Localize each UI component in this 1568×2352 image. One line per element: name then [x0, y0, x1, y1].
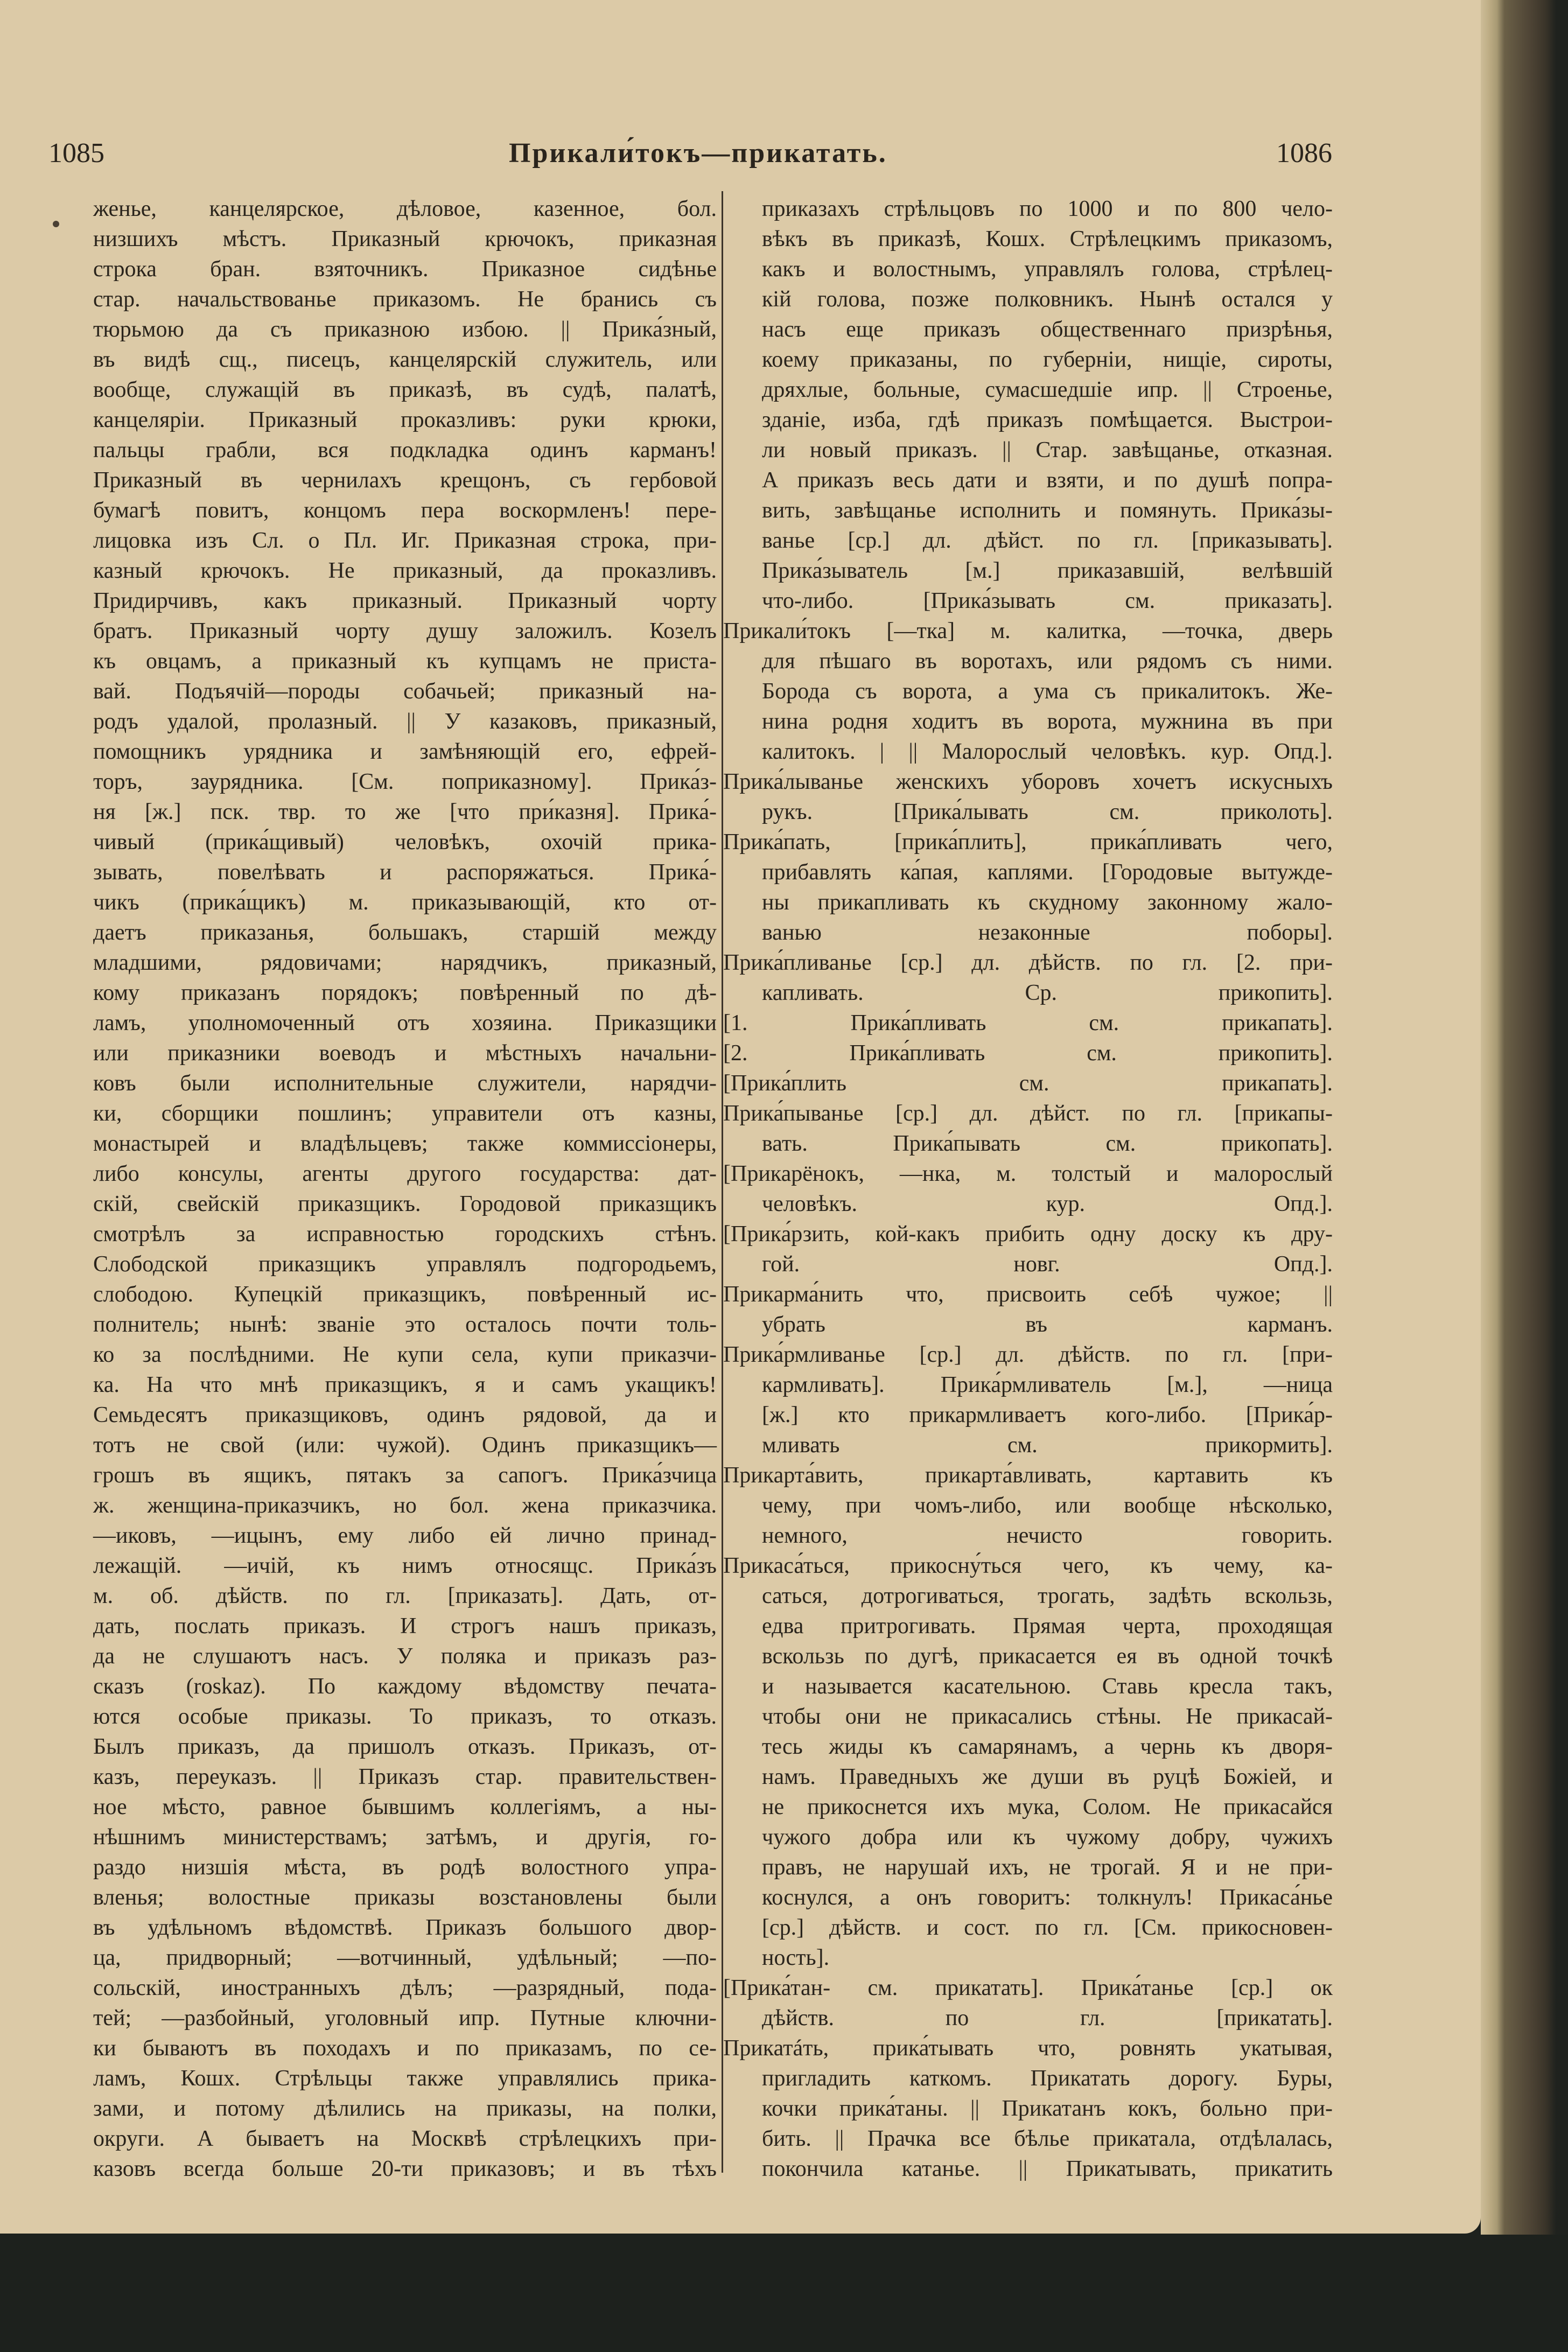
text-line: торъ, заурядника. [См. поприказному]. Прика́з-: [93, 769, 717, 794]
text-line: вить, завѣщанье исполнить и помянуть. Прика́зы-: [762, 498, 1333, 523]
text-line: сольскій, иностранныхъ дѣлъ; —разрядный, пода-: [93, 1976, 717, 2000]
text-line: младшими, рядовичами; нарядчикъ, приказный,: [93, 950, 717, 975]
text-line: кому приказанъ порядокъ; повѣренный по дѣ-: [93, 981, 717, 1005]
entry-headword-line: Прикатáть, прика́тывать что, ровнять укатывая,: [723, 2036, 1333, 2061]
text-line: канцеляріи. Приказный проказливъ: руки крюки,: [93, 408, 717, 432]
entry-headword-line: Прика́пливанье [ср.] дл. дѣйств. по гл. [2. при-: [723, 950, 1333, 975]
text-line: зданіе, изба, гдѣ приказъ помѣщается. Выстрои-: [762, 408, 1333, 432]
text-line: дѣйств. по гл. [прикатать].: [762, 2006, 1333, 2031]
text-line: вленья; волостные приказы возстановлены были: [93, 1885, 717, 1910]
text-line: зами, и потому дѣлились на приказы, на полки,: [93, 2096, 717, 2121]
text-line: либо консулы, агенты другого государства: дат-: [93, 1161, 717, 1186]
entry-headword-line: Прика́пыванье [ср.] дл. дѣйст. по гл. [прикапы-: [723, 1101, 1333, 1126]
text-line: рукъ. [Прика́лывать см. приколоть].: [762, 800, 1333, 824]
text-line: женье, канцелярское, дѣловое, казенное, бол.: [93, 197, 717, 221]
text-line: какъ и волостнымъ, управлялъ голова, стрѣлец-: [762, 257, 1333, 282]
running-head: Прикали́токъ—прикатать.: [509, 138, 887, 169]
entry-headword-line: Прика́лыванье женскихъ уборовъ хочетъ искусныхъ: [723, 769, 1333, 794]
text-line: ко за послѣдними. Не купи села, купи приказчи-: [93, 1342, 717, 1367]
text-line: тюрьмою да съ приказною избою. || Прика́зный,: [93, 317, 717, 342]
entry-headword-line: [2. Прика́пливать см. прикопить].: [723, 1041, 1333, 1066]
text-line: А приказъ весь дати и взяти, и по душѣ попра-: [762, 468, 1333, 493]
text-line: тотъ не свой (или: чужой). Одинъ приказщикъ—: [93, 1433, 717, 1458]
text-line: коснулся, а онъ говоритъ: толкнулъ! Прикаса́нье: [762, 1885, 1333, 1910]
text-line: полнитель; нынѣ: званіе это осталось почти толь-: [93, 1312, 717, 1337]
text-line: капливать. Ср. прикопить].: [762, 981, 1333, 1005]
text-line: человѣкъ. кур. Опд.].: [762, 1192, 1333, 1216]
text-line: ли новый приказъ. || Стар. завѣщанье, отказная.: [762, 438, 1333, 463]
text-line: м. об. дѣйств. по гл. [приказать]. Дать, от-: [93, 1584, 717, 1608]
text-line: зывать, повелѣвать и распоряжаться. Прика́-: [93, 860, 717, 885]
page-number-right: 1086: [1276, 138, 1332, 169]
entry-headword-line: Прикаса́ться, прикосну́ться чего, къ чему, ка-: [723, 1553, 1333, 1578]
entry-headword-line: Прика́пать, [прика́плить], прика́пливать чего,: [723, 830, 1333, 855]
text-line: дряхлые, больные, сумасшедшіе ипр. || Строенье,: [762, 377, 1333, 402]
entry-headword-line: Прикарма́нить что, присвоить себѣ чужое; ||: [723, 1282, 1333, 1307]
text-line: чикъ (прика́щикъ) м. приказывающій, кто от-: [93, 890, 717, 915]
text-line: округи. А бываетъ на Москвѣ стрѣлецкихъ при-: [93, 2126, 717, 2151]
text-line: даетъ приказанья, большакъ, старшій между: [93, 920, 717, 945]
text-line: чему, при чомъ-либо, или вообще нѣсколько,: [762, 1493, 1333, 1518]
text-line: Придирчивъ, какъ приказный. Приказный чорту: [93, 589, 717, 613]
text-line: прибавлять ка́пая, каплями. [Городовые вытужде-: [762, 860, 1333, 885]
text-line: казный крючокъ. Не приказный, да проказливъ.: [93, 558, 717, 583]
text-line: вай. Подъячій—породы собачьей; приказный на-: [93, 679, 717, 704]
text-line: —иковъ, —ицынъ, ему либо ей лично принад-: [93, 1523, 717, 1548]
text-line: ца, придворный; —вотчинный, удѣльный; —по-: [93, 1945, 717, 1970]
text-line: ванью незаконные поборы].: [762, 920, 1333, 945]
text-line: ются особые приказы. То приказъ, то отказъ.: [93, 1704, 717, 1729]
text-line: ковъ были исполнительные служители, нарядчи-: [93, 1071, 717, 1096]
text-line: и называется касательною. Ставь кресла такъ,: [762, 1674, 1333, 1699]
text-line: чивый (прика́щивый) человѣкъ, охочій прика-: [93, 830, 717, 855]
text-line: въ удѣльномъ вѣдомствѣ. Приказъ большого двор-: [93, 1915, 717, 1940]
text-line: казъ, переуказъ. || Приказъ стар. правительствен-: [93, 1765, 717, 1789]
text-line: грошъ въ ящикъ, пятакъ за сапогъ. Прика́зчица: [93, 1463, 717, 1488]
text-line: Прика́зыватель [м.] приказавшій, велѣвшій: [762, 558, 1333, 583]
text-line: мливать см. прикормить].: [762, 1433, 1333, 1458]
text-line: кочки прика́таны. || Прикатанъ кокъ, больно при-: [762, 2096, 1333, 2121]
text-line: къ овцамъ, а приказный къ купцамъ не приста-: [93, 649, 717, 674]
entry-headword-line: Прикали́токъ [—тка] м. калитка, —точка, дверь: [723, 619, 1333, 643]
text-line: строка бран. взяточникъ. Приказное сидѣнье: [93, 257, 717, 282]
text-line: намъ. Праведныхъ же души въ руцѣ Божіей, и: [762, 1765, 1333, 1789]
entry-headword-line: [Прика́рзить, кой-какъ прибить одну доску къ дру-: [723, 1222, 1333, 1247]
text-line: тесь жиды къ самарянамъ, а чернь къ дворя-: [762, 1734, 1333, 1759]
text-line: пригладить каткомъ. Прикатать дорогу. Буры,: [762, 2066, 1333, 2091]
text-line: ванье [ср.] дл. дѣйст. по гл. [приказывать].: [762, 528, 1333, 553]
text-line: что-либо. [Прика́зывать см. приказать].: [762, 589, 1333, 613]
text-line: нина родня ходитъ въ ворота, мужнина въ при: [762, 709, 1333, 734]
text-line: ламъ, Кошх. Стрѣльцы также управлялись прика-: [93, 2066, 717, 2091]
text-line: смотрѣлъ за исправностью городскихъ стѣнъ.: [93, 1222, 717, 1247]
text-line: приказахъ стрѣльцовъ по 1000 и по 800 чело-: [762, 197, 1333, 221]
text-line: не прикоснется ихъ мука, Солом. Не прикасайся: [762, 1795, 1333, 1819]
entry-headword-line: [Прика́тан- см. прикатать]. Прика́танье [ср.] ок: [723, 1976, 1333, 2000]
text-line: чтобы они не прикасались стѣны. Не прикасай-: [762, 1704, 1333, 1729]
text-line: [ср.] дѣйств. и сост. по гл. [См. прикосновен-: [762, 1915, 1333, 1940]
text-line: монастырей и владѣльцевъ; также коммиссіонеры,: [93, 1131, 717, 1156]
text-line: низшихъ мѣстъ. Приказный крючокъ, приказная: [93, 227, 717, 251]
text-line: Борода съ ворота, а ума съ прикалитокъ. Же-: [762, 679, 1333, 704]
text-line: лицовка изъ Сл. о Пл. Иг. Приказная строка, при-: [93, 528, 717, 553]
text-line: немного, нечисто говорить.: [762, 1523, 1333, 1548]
text-line: чужого добра или къ чужому добру, чужихъ: [762, 1825, 1333, 1850]
text-line: вообще, служащій въ приказѣ, въ судѣ, палатѣ,: [93, 377, 717, 402]
text-line: бумагѣ повитъ, концомъ пера воскормленъ! пере-: [93, 498, 717, 523]
text-line: [ж.] кто прикармливаетъ кого-либо. [Прика́р-: [762, 1403, 1333, 1427]
text-line: ное мѣсто, равное бывшимъ коллегіямъ, а ны-: [93, 1795, 717, 1819]
text-line: кій голова, позже полковникъ. Нынѣ остался у: [762, 287, 1333, 312]
text-line: сказъ (roskaz). По каждому вѣдомству печата-: [93, 1674, 717, 1699]
text-line: ки, сборщики пошлинъ; управители отъ казны,: [93, 1101, 717, 1126]
left-column: [93, 194, 717, 2184]
text-line: казовъ всегда больше 20-ти приказовъ; и въ тѣхъ: [93, 2157, 717, 2181]
text-line: ж. женщина-приказчикъ, но бол. жена приказчика.: [93, 1493, 717, 1518]
entry-headword-line: [Прика́плить см. прикапать].: [723, 1071, 1333, 1096]
text-line: саться, дотрогиваться, трогать, задѣть вскользь,: [762, 1584, 1333, 1608]
book-binding-edge: [1481, 0, 1568, 2235]
text-line: покончила катанье. || Прикатывать, прикатить: [762, 2157, 1333, 2181]
text-line: ность].: [762, 1945, 830, 1970]
text-line: правъ, не нарушай ихъ, не трогай. Я и не при-: [762, 1855, 1333, 1880]
text-line: кармливать]. Прика́рмливатель [м.], —ница: [762, 1373, 1333, 1397]
text-line: коему приказаны, по губерніи, нищіе, сироты,: [762, 347, 1333, 372]
text-line: въ видѣ сщ., писецъ, канцелярскій служитель, или: [93, 347, 717, 372]
text-line: ка. На что мнѣ приказщикъ, я и самъ укащикъ!: [93, 1373, 717, 1397]
right-column: [723, 194, 1333, 2184]
text-line: вѣкъ въ приказѣ, Кошх. Стрѣлецкимъ приказомъ,: [762, 227, 1333, 251]
text-line: вскользь по дугѣ, прикасается ея въ одной точкѣ: [762, 1644, 1333, 1669]
text-line: ламъ, уполномоченный отъ хозяина. Приказщики: [93, 1011, 717, 1035]
text-line: родъ удалой, пролазный. || У казаковъ, приказный,: [93, 709, 717, 734]
text-line: бить. || Прачка все бѣлье прикатала, отдѣлалась,: [762, 2126, 1333, 2151]
text-line: раздо низшія мѣста, въ родѣ волостного упра-: [93, 1855, 717, 1880]
text-line: помощникъ урядника и замѣняющій его, ефрей-: [93, 739, 717, 764]
text-line: ны прикапливать къ скудному законному жало-: [762, 890, 1333, 915]
text-line: братъ. Приказный чорту душу заложилъ. Козелъ: [93, 619, 717, 643]
text-line: пальцы грабли, вся подкладка одинъ карманъ!: [93, 438, 717, 463]
entry-headword-line: [1. Прика́пливать см. прикапать].: [723, 1011, 1333, 1035]
text-line: гой. новг. Опд.].: [762, 1252, 1333, 1277]
text-line: дать, послать приказъ. И строгъ нашъ приказъ,: [93, 1614, 717, 1639]
text-line: вать. Прика́пывать см. прикопать].: [762, 1131, 1333, 1156]
text-line: Приказный въ чернилахъ крещонъ, съ гербовой: [93, 468, 717, 493]
ink-spot: [53, 221, 59, 227]
entry-headword-line: Прика́рмливанье [ср.] дл. дѣйств. по гл. [при-: [723, 1342, 1333, 1367]
entry-headword-line: [Прикарёнокъ, —нка, м. толстый и малорослый: [723, 1161, 1333, 1186]
text-line: ня [ж.] пск. твр. то же [что при́казня]. Прика́-: [93, 800, 717, 824]
text-line: да не слушаютъ насъ. У поляка и приказъ раз-: [93, 1644, 717, 1669]
text-line: едва притрогивать. Прямая черта, проходящая: [762, 1614, 1333, 1639]
text-line: ки бываютъ въ походахъ и по приказамъ, по се-: [93, 2036, 717, 2061]
text-line: для пѣшаго въ воротахъ, или рядомъ съ ними.: [762, 649, 1333, 674]
text-line: насъ еще приказъ общественнаго призрѣнья,: [762, 317, 1333, 342]
text-line: Слободской приказщикъ управлялъ подгородьемъ,: [93, 1252, 717, 1277]
text-line: слободою. Купецкій приказщикъ, повѣренный ис-: [93, 1282, 717, 1307]
text-line: Семьдесятъ приказщиковъ, одинъ рядовой, да и: [93, 1403, 717, 1427]
text-line: стар. начальствованье приказомъ. Не бранись съ: [93, 287, 717, 312]
text-line: или приказники воеводъ и мѣстныхъ начальни-: [93, 1041, 717, 1066]
text-line: тей; —разбойный, уголовный ипр. Путные ключни-: [93, 2006, 717, 2031]
text-line: лежащій. —ичій, къ нимъ относящс. Прика́зъ: [93, 1553, 717, 1578]
text-line: убрать въ карманъ.: [762, 1312, 1333, 1337]
text-line: калитокъ. | || Малорослый человѣкъ. кур. Опд.].: [762, 739, 1333, 764]
page-number-left: 1085: [48, 138, 104, 169]
text-line: скій, свейскій приказщикъ. Городовой приказщикъ: [93, 1192, 717, 1216]
text-line: Былъ приказъ, да пришолъ отказъ. Приказъ, от-: [93, 1734, 717, 1759]
entry-headword-line: Прикарта́вить, прикарта́вливать, картавить къ: [723, 1463, 1333, 1488]
text-line: нѣшнимъ министерствамъ; затѣмъ, и другія, го-: [93, 1825, 717, 1850]
